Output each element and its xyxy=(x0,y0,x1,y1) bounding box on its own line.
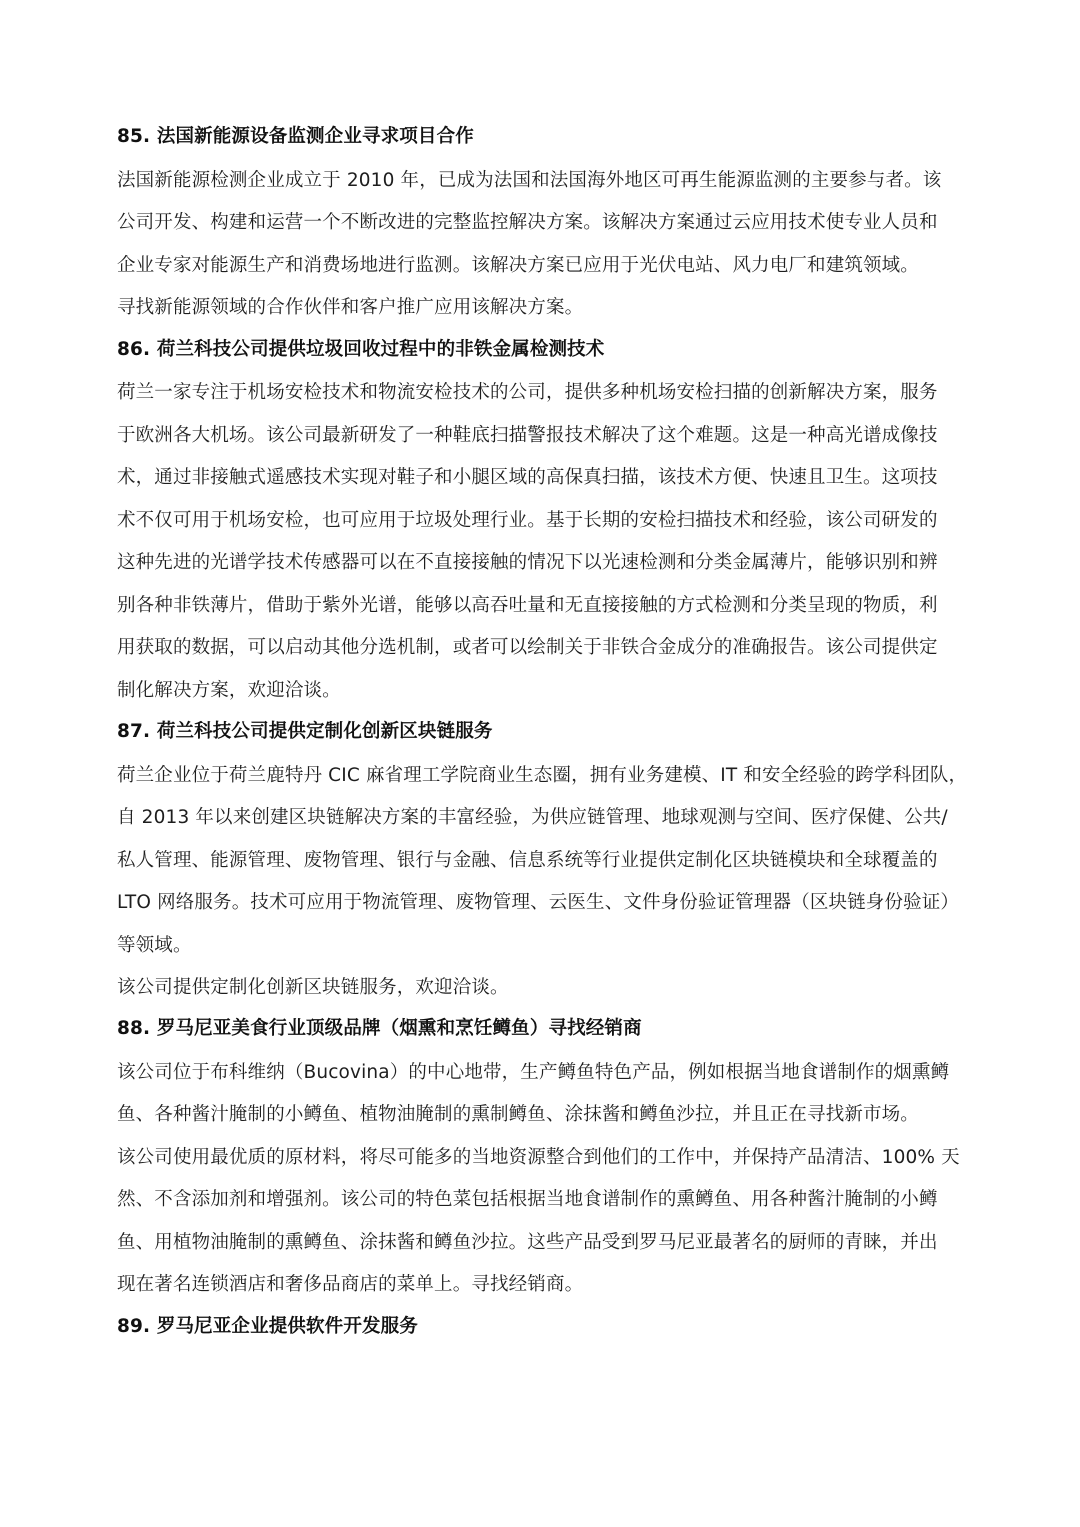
section-85-paragraph-line: 公司开发、构建和运营一个不断改进的完整监控解决方案。该解决方案通过云应用技术使专业人员和 xyxy=(117,212,938,233)
section-86-paragraph-line: 荷兰一家专注于机场安检技术和物流安检技术的公司，提供多种机场安检扫描的创新解决方案，服务 xyxy=(117,382,938,403)
section-86-paragraph-line: 别各种非铁薄片，借助于紫外光谱，能够以高吞吐量和无直接接触的方式检测和分类呈现的物质，利 xyxy=(117,595,938,616)
section-85-heading: 85. 法国新能源设备监测企业寻求项目合作 xyxy=(117,126,474,147)
section-87-heading: 87. 荷兰科技公司提供定制化创新区块链服务 xyxy=(117,721,493,742)
section-85-paragraph-line: 法国新能源检测企业成立于 2010 年，已成为法国和法国海外地区可再生能源监测的主要参与者。该 xyxy=(117,170,942,191)
section-86-paragraph-line: 用获取的数据，可以启动其他分选机制，或者可以绘制关于非铁合金成分的准确报告。该公司提供定 xyxy=(117,637,938,658)
section-88-paragraph-line: 鱼、用植物油腌制的熏鳟鱼、涂抹酱和鳟鱼沙拉。这些产品受到罗马尼亚最著名的厨师的青睐，并出 xyxy=(117,1232,938,1253)
section-87-paragraph-line: 该公司提供定制化创新区块链服务，欢迎洽谈。 xyxy=(117,977,509,998)
section-86-heading: 86. 荷兰科技公司提供垃圾回收过程中的非铁金属检测技术 xyxy=(117,339,605,360)
section-86-paragraph-line: 这种先进的光谱学技术传感器可以在不直接接触的情况下以光速检测和分类金属薄片，能够识别和辨 xyxy=(117,552,938,573)
section-88-paragraph-line: 鱼、各种酱汁腌制的小鳟鱼、植物油腌制的熏制鳟鱼、涂抹酱和鳟鱼沙拉，并且正在寻找新市场。 xyxy=(117,1104,919,1125)
section-87-paragraph-line: LTO 网络服务。技术可应用于物流管理、废物管理、云医生、文件身份验证管理器（区块链身份验证） xyxy=(117,892,960,913)
section-85-paragraph-line: 企业专家对能源生产和消费场地进行监测。该解决方案已应用于光伏电站、风力电厂和建筑领域。 xyxy=(117,255,919,276)
section-88-paragraph-line: 该公司使用最优质的原材料，将尽可能多的当地资源整合到他们的工作中，并保持产品清洁、100% 天 xyxy=(117,1147,960,1168)
section-88-heading: 88. 罗马尼亚美食行业顶级品牌（烟熏和烹饪鳟鱼）寻找经销商 xyxy=(117,1018,642,1039)
section-86-paragraph-line: 制化解决方案，欢迎洽谈。 xyxy=(117,680,341,701)
section-87-paragraph-line: 等领域。 xyxy=(117,935,192,956)
section-88-paragraph-line: 该公司位于布科维纳（Bucovina）的中心地带，生产鳟鱼特色产品，例如根据当地食谱制作的烟熏鳟 xyxy=(117,1062,950,1083)
section-89-heading: 89. 罗马尼亚企业提供软件开发服务 xyxy=(117,1316,418,1337)
section-88-paragraph-line: 然、不含添加剂和增强剂。该公司的特色菜包括根据当地食谱制作的熏鳟鱼、用各种酱汁腌制的小鳟 xyxy=(117,1189,938,1210)
section-86-paragraph-line: 术，通过非接触式遥感技术实现对鞋子和小腿区域的高保真扫描，该技术方便、快速且卫生。这项技 xyxy=(117,467,938,488)
section-86-paragraph-line: 于欧洲各大机场。该公司最新研发了一种鞋底扫描警报技术解决了这个难题。这是一种高光谱成像技 xyxy=(117,425,938,446)
section-88-paragraph-line: 现在著名连锁酒店和奢侈品商店的菜单上。寻找经销商。 xyxy=(117,1274,584,1295)
section-87-paragraph-line: 自 2013 年以来创建区块链解决方案的丰富经验，为供应链管理、地球观测与空间、医疗保健、公共/ xyxy=(117,807,948,828)
section-87-paragraph-line: 私人管理、能源管理、废物管理、银行与金融、信息系统等行业提供定制化区块链模块和全球覆盖的 xyxy=(117,850,938,871)
section-87-paragraph-line: 荷兰企业位于荷兰鹿特丹 CIC 麻省理工学院商业生态圈，拥有业务建模、IT 和安全经验的跨学科团队， xyxy=(117,765,968,786)
section-86-paragraph-line: 术不仅可用于机场安检，也可应用于垃圾处理行业。基于长期的安检扫描技术和经验，该公司研发的 xyxy=(117,510,938,531)
section-85-paragraph-line: 寻找新能源领域的合作伙伴和客户推广应用该解决方案。 xyxy=(117,297,584,318)
